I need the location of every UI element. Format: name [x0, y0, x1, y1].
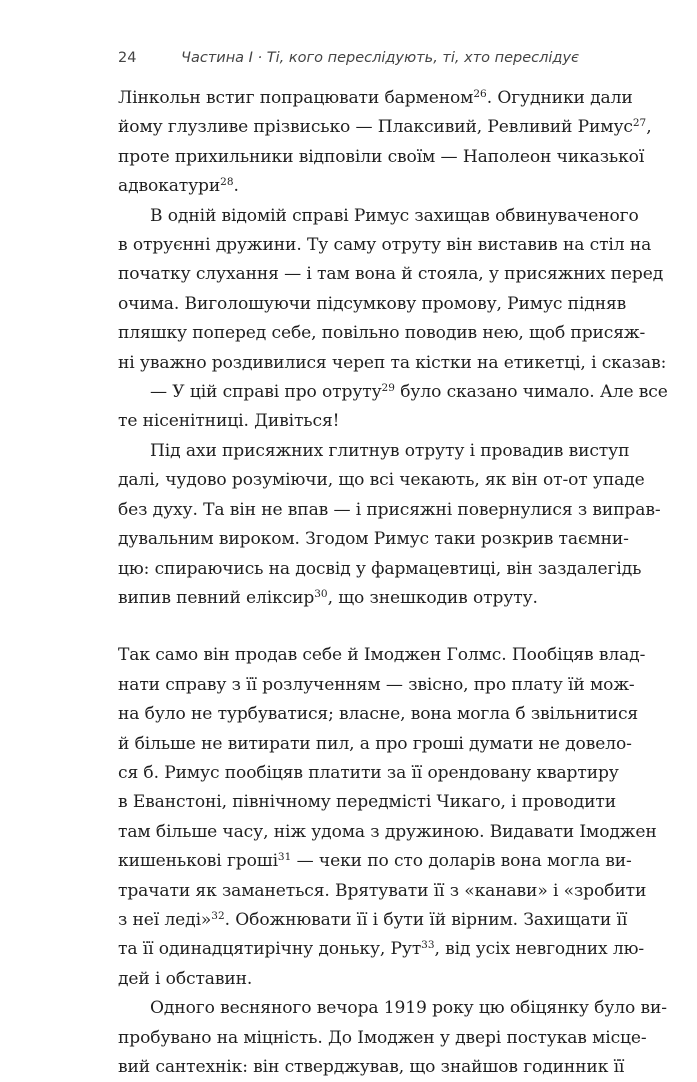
text-segment: проте прихильники відповіли своїм — Наполеон чиказької	[118, 146, 645, 167]
text-segment: далі, чудово розуміючи, що всі чекають, як він от-от упаде	[118, 470, 645, 491]
text-segment: цю: спираючись на досвід у фармацевтиці, він заздалегідь	[118, 558, 642, 579]
text-line	[118, 994, 667, 1023]
footnote-marker: 29	[381, 382, 395, 395]
text-line	[118, 113, 652, 142]
footnote-marker: 30	[314, 588, 328, 601]
text-segment: на було не турбуватися; власне, вона могла б звільнитися	[118, 704, 639, 725]
paragraph	[118, 378, 668, 437]
running-head: Частина I · Ті, кого переслідують, ті, хто переслідує	[181, 50, 579, 66]
text-segment: ся б. Римус пообіцяв платити за її орендовану квартиру	[118, 762, 619, 783]
text-line	[118, 1024, 647, 1053]
text-segment: дувальним вироком. Згодом Римус таки розкрив таємни-	[118, 529, 629, 550]
text-segment: й більше не витирати пил, а про гроші думати не довело-	[118, 733, 632, 754]
footnote-marker: 26	[473, 88, 487, 101]
text-segment: те нісенітниці. Дивіться!	[118, 411, 340, 432]
text-line	[118, 935, 645, 964]
footnote-marker: 32	[211, 910, 225, 923]
text-segment: Одного весняного вечора 1919 року цю обіцянку було ви-	[150, 998, 667, 1019]
text-line	[118, 437, 630, 466]
text-segment: , що знешкодив отруту.	[327, 587, 538, 608]
text-segment: ні уважно роздивилися череп та кістки на етикетці, і сказав:	[118, 352, 667, 373]
text-line	[118, 730, 632, 759]
text-line	[118, 496, 661, 525]
text-segment: там більше часу, ніж удома з дружиною. Видавати Імоджен	[118, 821, 657, 842]
paragraph	[118, 84, 652, 202]
text-segment: кишенькові гроші	[118, 851, 278, 872]
text-line	[118, 671, 635, 700]
text-line	[118, 1053, 625, 1082]
text-line	[118, 319, 646, 348]
text-line	[118, 759, 619, 788]
text-line	[118, 700, 639, 729]
text-segment: початку слухання — і там вона й стояла, у присяжних перед	[118, 264, 664, 285]
text-line	[118, 202, 639, 231]
text-line	[118, 525, 629, 554]
text-segment: пробувано на міцність. До Імоджен у двері постукав місце-	[118, 1027, 647, 1048]
text-segment: без духу. Та він не впав — і присяжні повернулися з виправ-	[118, 499, 661, 520]
text-segment: . Огудники дали	[486, 88, 633, 108]
paragraph	[118, 641, 657, 994]
text-segment: трачати як заманеться. Врятувати її з «канави» і «зробити	[118, 880, 647, 901]
text-segment: очима. Виголошуючи підсумкову промову, Римус підняв	[118, 293, 627, 314]
text-segment: йому глузливе прізвисько — Плаксивий, Ревливий Римус	[118, 117, 633, 138]
text-segment: адвокатури	[118, 176, 221, 197]
footnote-marker: 27	[632, 117, 647, 130]
footnote-marker: 28	[220, 176, 234, 189]
section-break	[118, 613, 579, 641]
text-segment: Лінкольн встиг попрацювати барменом	[118, 88, 474, 108]
text-segment: .	[233, 176, 239, 197]
text-segment: ,	[646, 117, 652, 138]
text-line	[118, 172, 579, 201]
text-line	[118, 231, 652, 260]
text-line	[118, 641, 646, 670]
page-number: 24	[118, 50, 137, 66]
text-segment: . Обожнювати її і бути їй вірним. Захищати її	[224, 909, 628, 930]
text-segment: — чеки по сто доларів вона могла ви-	[291, 851, 632, 872]
footnote-marker: 31	[277, 851, 292, 864]
text-line	[118, 260, 664, 289]
text-segment: з неї леді»	[118, 909, 212, 930]
text-line	[118, 818, 657, 847]
text-line	[118, 349, 667, 378]
text-segment: В одній відомій справі Римус захищав обвинуваченого	[150, 205, 639, 226]
text-line	[118, 877, 647, 906]
paragraph	[118, 202, 667, 378]
text-line	[118, 466, 645, 495]
text-line	[118, 847, 632, 876]
text-line	[118, 555, 642, 584]
text-segment: пляшку поперед себе, повільно поводив нею, щоб присяж-	[118, 323, 646, 344]
text-line	[118, 788, 617, 817]
text-segment: дей і обставин.	[118, 968, 253, 989]
text-segment: було сказано чимало. Але все	[394, 382, 668, 403]
text-line	[118, 407, 579, 436]
text-line	[118, 906, 628, 935]
text-segment: випив певний еліксир	[118, 587, 315, 608]
paragraph	[118, 437, 661, 613]
text-segment: Під ахи присяжних глитнув отруту і провадив виступ	[150, 440, 630, 461]
text-line	[118, 84, 633, 113]
text-segment: , від усіх невгодних лю-	[434, 939, 645, 960]
text-line	[118, 290, 627, 319]
text-segment: та її одинадцятирічну доньку, Рут	[118, 939, 422, 960]
text-segment: в Еванстоні, північному передмісті Чикаго, і проводити	[118, 792, 617, 813]
body-text	[118, 84, 668, 1082]
text-line	[118, 378, 668, 407]
text-line	[118, 965, 579, 994]
text-segment: Так само він продав себе й Імоджен Голмс. Пообіцяв влад-	[118, 645, 646, 666]
footnote-marker: 33	[421, 939, 435, 952]
text-segment: нати справу з її розлученням — звісно, про плату їй мож-	[118, 674, 635, 695]
text-line	[118, 584, 579, 613]
page-header	[118, 50, 579, 70]
text-segment: — У цій справі про отруту	[150, 382, 382, 403]
text-line	[118, 143, 645, 172]
text-segment: вий сантехнік: він стверджував, що знайшов годинник її	[118, 1057, 625, 1077]
text-segment: в отруєнні дружини. Ту саму отруту він виставив на стіл на	[118, 235, 652, 256]
paragraph	[118, 994, 667, 1082]
